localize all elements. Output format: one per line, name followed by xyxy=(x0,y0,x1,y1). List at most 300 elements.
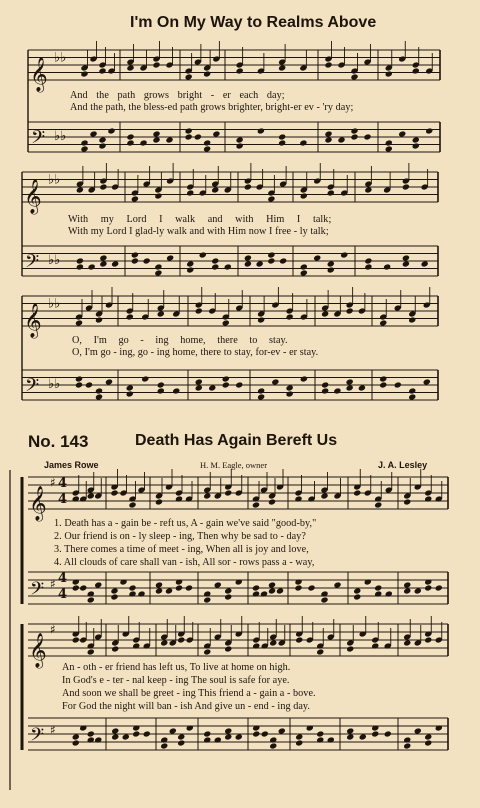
notehead xyxy=(279,257,287,264)
notehead xyxy=(87,648,95,655)
notehead xyxy=(412,136,420,143)
notehead xyxy=(141,375,149,382)
notehead xyxy=(295,739,303,746)
notehead xyxy=(236,142,244,149)
lyric-line: And the path grows bright - er each day; xyxy=(70,90,285,101)
lyric-line: With my Lord I walk and with Him I talk; xyxy=(68,214,332,225)
notehead xyxy=(252,642,260,649)
notehead xyxy=(385,590,393,597)
notehead xyxy=(72,733,80,740)
notehead xyxy=(424,733,432,740)
notehead xyxy=(327,260,335,267)
notehead xyxy=(358,384,366,391)
key-signature: ♯ xyxy=(50,622,56,637)
notehead xyxy=(154,269,162,276)
notehead xyxy=(143,257,151,264)
notehead xyxy=(203,736,211,743)
notehead xyxy=(76,186,84,193)
notehead xyxy=(403,736,411,743)
notehead xyxy=(353,587,361,594)
lyric-line: O, I'm go - ing home, there to stay. xyxy=(72,335,288,346)
notehead xyxy=(160,639,168,646)
notehead xyxy=(299,139,307,146)
notehead xyxy=(286,384,294,391)
notehead xyxy=(244,183,252,190)
notehead xyxy=(72,578,80,585)
notehead xyxy=(185,584,193,591)
notehead xyxy=(87,596,95,603)
notehead xyxy=(94,581,102,588)
song-number: No. 143 xyxy=(28,432,89,451)
notehead xyxy=(87,492,95,499)
notehead xyxy=(374,584,382,591)
notehead xyxy=(154,192,162,199)
verse-line: 4. All clouds of care shall van - ish, All sor - rows pass a - way, xyxy=(54,557,315,568)
verse-line: And soon we shall be greet - ing This friend a - gain a - bove. xyxy=(62,688,316,699)
notehead xyxy=(324,136,332,143)
notehead xyxy=(300,263,308,270)
notehead xyxy=(203,730,211,737)
notehead xyxy=(346,307,354,314)
treble-clef: 𝄞 xyxy=(30,57,48,92)
notehead xyxy=(152,136,160,143)
notehead xyxy=(177,739,185,746)
notehead xyxy=(126,384,134,391)
notehead xyxy=(379,375,387,382)
notehead xyxy=(276,587,284,594)
notehead xyxy=(128,501,136,508)
notehead xyxy=(353,489,361,496)
notehead xyxy=(95,387,103,394)
notehead xyxy=(340,251,348,258)
notehead xyxy=(300,375,308,382)
notehead xyxy=(126,139,134,146)
notehead xyxy=(320,596,328,603)
notehead xyxy=(364,578,372,585)
notehead xyxy=(222,319,230,326)
notehead xyxy=(132,642,140,649)
notehead xyxy=(186,266,194,273)
bass-clef: 𝄢 xyxy=(30,725,45,750)
key-signature: ♭♭ xyxy=(48,172,61,188)
key-signature: ♭♭ xyxy=(54,50,67,66)
notehead xyxy=(350,127,358,134)
notehead xyxy=(294,578,302,585)
notehead xyxy=(224,727,232,734)
notehead xyxy=(403,587,411,594)
notehead xyxy=(152,130,160,137)
notehead xyxy=(80,70,88,77)
bass-clef: 𝄢 xyxy=(30,579,45,604)
notehead xyxy=(211,186,219,193)
notehead xyxy=(186,260,194,267)
notehead xyxy=(424,578,432,585)
notehead xyxy=(252,584,260,591)
notehead xyxy=(252,590,260,597)
notehead xyxy=(98,67,106,74)
notehead xyxy=(195,307,203,314)
notehead xyxy=(271,378,279,385)
notehead xyxy=(214,581,222,588)
notehead xyxy=(379,319,387,326)
notehead xyxy=(252,724,260,731)
notehead xyxy=(300,192,308,199)
notehead xyxy=(222,381,230,388)
notehead xyxy=(185,127,193,134)
notehead xyxy=(203,596,211,603)
notehead xyxy=(224,733,232,740)
treble-clef: 𝄞 xyxy=(24,179,42,214)
notehead xyxy=(350,133,358,140)
key-signature: ♯ xyxy=(50,577,56,591)
notehead xyxy=(224,489,232,496)
notehead xyxy=(87,736,95,743)
notehead xyxy=(160,736,168,743)
notehead xyxy=(261,730,269,737)
notehead xyxy=(72,636,80,643)
notehead xyxy=(359,733,367,740)
notehead xyxy=(79,724,87,731)
notehead xyxy=(278,727,286,734)
notehead xyxy=(278,64,286,71)
notehead xyxy=(94,736,102,743)
notehead xyxy=(126,313,134,320)
notehead xyxy=(435,724,443,731)
notehead xyxy=(137,590,145,597)
notehead xyxy=(132,730,140,737)
notehead xyxy=(186,724,194,731)
notehead xyxy=(403,581,411,588)
notehead xyxy=(320,590,328,597)
notehead xyxy=(224,593,232,600)
notehead xyxy=(157,381,165,388)
notehead xyxy=(364,257,372,264)
notehead xyxy=(75,319,83,326)
notehead xyxy=(257,387,265,394)
notehead xyxy=(424,584,432,591)
notehead xyxy=(295,636,303,643)
notehead xyxy=(374,501,382,508)
notehead xyxy=(306,724,314,731)
notehead xyxy=(267,257,275,264)
notehead xyxy=(132,724,140,731)
notehead xyxy=(412,142,420,149)
notehead xyxy=(110,593,118,600)
lyric-line: With my Lord I glad-ly walk and with Him now I free - ly talk; xyxy=(68,226,329,237)
notehead xyxy=(87,730,95,737)
notehead xyxy=(157,387,165,394)
notehead xyxy=(224,645,232,652)
notehead xyxy=(425,127,433,134)
notehead xyxy=(316,730,324,737)
notehead xyxy=(257,393,265,400)
notehead xyxy=(128,584,136,591)
notehead xyxy=(324,130,332,137)
notehead xyxy=(160,742,168,749)
notehead xyxy=(424,495,432,502)
notehead xyxy=(235,733,243,740)
notehead xyxy=(111,727,119,734)
notehead xyxy=(278,139,286,146)
key-signature: ♯ xyxy=(50,475,56,490)
notehead xyxy=(76,263,84,270)
notehead xyxy=(131,251,139,258)
notehead xyxy=(414,727,422,734)
notehead xyxy=(111,645,119,652)
notehead xyxy=(175,495,183,502)
notehead xyxy=(385,139,393,146)
notehead xyxy=(408,393,416,400)
notehead xyxy=(175,578,183,585)
notehead xyxy=(374,590,382,597)
notehead xyxy=(165,136,173,143)
notehead xyxy=(224,587,232,594)
key-signature: ♭♭ xyxy=(48,296,61,312)
notehead xyxy=(203,648,211,655)
notehead xyxy=(321,310,329,317)
bass-clef: 𝄢 xyxy=(25,375,40,401)
treble-clef: 𝄞 xyxy=(24,303,42,338)
notehead xyxy=(364,186,372,193)
verse-line: An - oth - er friend has left us, To live at home on high. xyxy=(62,662,291,673)
notehead xyxy=(72,739,80,746)
notehead xyxy=(154,263,162,270)
notehead xyxy=(199,251,207,258)
notehead xyxy=(316,736,324,743)
notehead xyxy=(87,590,95,597)
notehead xyxy=(224,263,232,270)
notehead xyxy=(346,378,354,385)
notehead xyxy=(294,584,302,591)
notehead xyxy=(128,590,136,597)
notehead xyxy=(252,730,260,737)
notehead xyxy=(346,645,354,652)
notehead xyxy=(269,742,277,749)
notehead xyxy=(316,648,324,655)
notehead xyxy=(307,584,315,591)
notehead xyxy=(424,636,432,643)
song-title-1: I'm On My Way to Realms Above xyxy=(130,14,377,31)
notehead xyxy=(268,587,276,594)
notehead xyxy=(172,387,180,394)
notehead xyxy=(155,498,163,505)
notehead xyxy=(268,498,276,505)
notehead xyxy=(244,260,252,267)
treble-clef: 𝄞 xyxy=(29,486,47,521)
notehead xyxy=(371,724,379,731)
notehead xyxy=(371,642,379,649)
notehead xyxy=(403,742,411,749)
notehead xyxy=(321,381,329,388)
notehead xyxy=(252,501,260,508)
notehead xyxy=(267,251,275,258)
notehead xyxy=(165,587,173,594)
key-signature: ♭♭ xyxy=(48,377,61,392)
notehead xyxy=(131,257,139,264)
notehead xyxy=(143,730,151,737)
notehead xyxy=(333,581,341,588)
notehead xyxy=(122,733,130,740)
notehead xyxy=(177,733,185,740)
notehead xyxy=(194,133,202,140)
notehead xyxy=(383,263,391,270)
notehead xyxy=(85,381,93,388)
notehead xyxy=(414,587,422,594)
notehead xyxy=(155,587,163,594)
notehead xyxy=(346,384,354,391)
notehead xyxy=(203,492,211,499)
notehead xyxy=(398,130,406,137)
lyric-line: And the path, the bless-ed path grows brighter, bright-er ev - 'ry day; xyxy=(70,102,354,113)
notehead xyxy=(203,145,211,152)
notehead xyxy=(286,313,294,320)
notehead xyxy=(72,584,80,591)
notehead xyxy=(99,260,107,267)
notehead xyxy=(294,495,302,502)
notehead xyxy=(236,136,244,143)
notehead xyxy=(222,375,230,382)
bass-clef: 𝄢 xyxy=(31,127,46,153)
composer: J. A. Lesley xyxy=(378,460,428,470)
notehead xyxy=(278,133,286,140)
notehead xyxy=(350,73,358,80)
notehead xyxy=(403,639,411,646)
notehead xyxy=(203,590,211,597)
notehead xyxy=(186,189,194,196)
notehead xyxy=(111,260,119,267)
notehead xyxy=(435,584,443,591)
notehead xyxy=(80,145,88,152)
notehead xyxy=(95,316,103,323)
notehead xyxy=(185,133,193,140)
notehead xyxy=(423,378,431,385)
notehead xyxy=(79,584,87,591)
key-signature: ♭♭ xyxy=(54,129,67,144)
notehead xyxy=(111,733,119,740)
notehead xyxy=(337,136,345,143)
notehead xyxy=(257,127,265,134)
notehead xyxy=(300,269,308,276)
notehead xyxy=(268,581,276,588)
key-signature: ♭♭ xyxy=(48,253,61,268)
notehead xyxy=(98,142,106,149)
notehead xyxy=(95,393,103,400)
notehead xyxy=(346,727,354,734)
notehead xyxy=(333,387,341,394)
notehead xyxy=(256,260,264,267)
notehead xyxy=(384,730,392,737)
notehead xyxy=(75,375,83,382)
notehead xyxy=(175,584,183,591)
notehead xyxy=(364,263,372,270)
notehead xyxy=(214,736,222,743)
notehead xyxy=(155,581,163,588)
notehead xyxy=(412,67,420,74)
notehead xyxy=(327,266,335,273)
notehead xyxy=(80,139,88,146)
notehead xyxy=(267,195,275,202)
notehead xyxy=(408,387,416,394)
notehead xyxy=(75,381,83,388)
lyric-line: O, I'm go - ing, go - ing home, there to stay, for-ev - er stay. xyxy=(72,347,319,358)
bass-clef: 𝄢 xyxy=(25,251,40,277)
notehead xyxy=(402,254,410,261)
notehead xyxy=(421,260,429,267)
notehead xyxy=(110,489,118,496)
notehead xyxy=(152,61,160,68)
notehead xyxy=(236,67,244,74)
notehead xyxy=(408,316,416,323)
notehead xyxy=(286,390,294,397)
notehead xyxy=(327,736,335,743)
notehead xyxy=(88,263,96,270)
notehead xyxy=(371,730,379,737)
notehead xyxy=(76,257,84,264)
time-signature: 4 xyxy=(58,492,68,507)
notehead xyxy=(269,639,277,646)
notehead xyxy=(257,316,265,323)
notehead xyxy=(260,590,268,597)
song-title-2: Death Has Again Bereft Us xyxy=(135,432,338,449)
notehead xyxy=(313,254,321,261)
notehead xyxy=(139,139,147,146)
notehead xyxy=(177,636,185,643)
notehead xyxy=(402,260,410,267)
treble-clef: 𝄞 xyxy=(29,633,47,668)
lyricist: James Rowe xyxy=(44,460,99,470)
notehead xyxy=(235,578,243,585)
verse-line: 2. Our friend is on - ly sleep - ing, Then why be sad to - day? xyxy=(54,531,306,542)
notehead xyxy=(394,381,402,388)
notehead xyxy=(89,130,97,137)
notehead xyxy=(107,127,115,134)
verse-line: 1. Death has a - gain be - reft us, A - gain we've said "good-by," xyxy=(54,518,317,529)
time-signature: 4 xyxy=(58,587,68,602)
notehead xyxy=(203,139,211,146)
time-signature: 4 xyxy=(58,476,68,491)
key-signature: ♯ xyxy=(50,723,56,737)
notehead xyxy=(327,189,335,196)
notehead xyxy=(105,378,113,385)
verse-line: For God the night will ban - ish And give un - end - ing day. xyxy=(62,701,310,712)
notehead xyxy=(235,381,243,388)
notehead xyxy=(353,593,361,600)
notehead xyxy=(379,381,387,388)
notehead xyxy=(402,183,410,190)
notehead xyxy=(320,492,328,499)
notehead xyxy=(131,195,139,202)
notehead xyxy=(403,498,411,505)
notehead xyxy=(363,133,371,140)
notehead xyxy=(195,378,203,385)
copyright-owner: H. M. Eagle, owner xyxy=(200,460,268,470)
notehead xyxy=(185,73,193,80)
notehead xyxy=(99,254,107,261)
notehead xyxy=(324,61,332,68)
verse-line: In God's e - ter - nal keep - ing The soul is safe for aye. xyxy=(62,675,290,686)
notehead xyxy=(346,733,354,740)
notehead xyxy=(169,727,177,734)
notehead xyxy=(212,130,220,137)
notehead xyxy=(98,136,106,143)
notehead xyxy=(126,133,134,140)
notehead xyxy=(385,145,393,152)
notehead xyxy=(211,257,219,264)
notehead xyxy=(321,387,329,394)
notehead xyxy=(385,70,393,77)
notehead xyxy=(99,183,107,190)
notehead xyxy=(295,733,303,740)
